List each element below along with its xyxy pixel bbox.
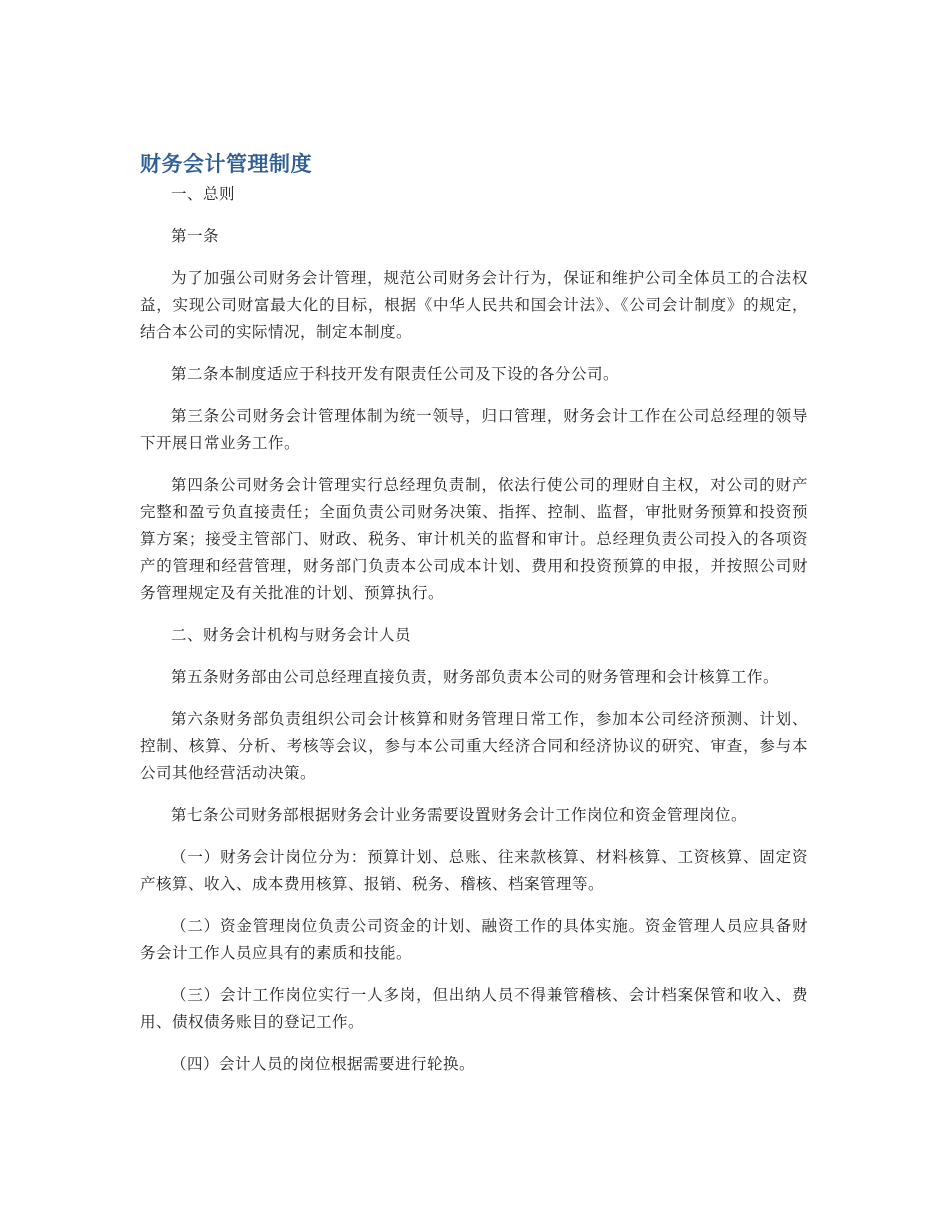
document-title: 财务会计管理制度 bbox=[140, 152, 312, 176]
article-2: 第二条本制度适应于科技开发有限责任公司及下设的各分公司。 bbox=[171, 365, 620, 383]
article-7-item-3: （三）会计工作岗位实行一人多岗，但出纳人员不得兼管稽核、会计档案保管和收入、费用、债权债务账目的登记工作。 bbox=[140, 986, 808, 1031]
article-7: 第七条公司财务部根据财务会计业务需要设置财务会计工作岗位和资金管理岗位。 bbox=[171, 806, 748, 824]
article-6: 第六条财务部负责组织公司会计核算和财务管理日常工作，参加本公司经济预测、计划、控制、核算、分析、考核等会议，参与本公司重大经济合同和经济协议的研究、审查，参与本公司其他经营活动决策。 bbox=[140, 710, 808, 782]
article-1-body: 为了加强公司财务会计管理，规范公司财务会计行为，保证和维护公司全体员工的合法权益，实现公司财富最大化的目标，根据《中华人民共和国会计法》、《公司会计制度》的规定，结合本公司的实际情况，制定本制度。 bbox=[140, 269, 808, 341]
section-heading-organization: 二、财务会计机构与财务会计人员 bbox=[171, 626, 412, 644]
document-page bbox=[140, 147, 808, 1093]
article-7-item-1: （一）财务会计岗位分为：预算计划、总账、往来款核算、材料核算、工资核算、固定资产核算、收入、成本费用核算、报销、税务、稽核、档案管理等。 bbox=[140, 848, 808, 893]
article-7-item-4: （四）会计人员的岗位根据需要进行轮换。 bbox=[171, 1055, 476, 1073]
article-4: 第四条公司财务会计管理实行总经理负责制，依法行使公司的理财自主权，对公司的财产完整和盈亏负直接责任；全面负责公司财务决策、指挥、控制、监督，审批财务预算和投资预算方案；接受主管部门、财政、税务、审计机关的监督和审计。总经理负责公司投入的各项资产的管理和经营管理，财务部门负责本公司成本计划、费用和投资预算的申报，并按照公司财务管理规定及有关批准的计划、预算执行。 bbox=[140, 476, 808, 602]
article-7-item-2: （二）资金管理岗位负责公司资金的计划、融资工作的具体实施。资金管理人员应具备财务会计工作人员应具有的素质和技能。 bbox=[140, 917, 808, 962]
section-heading-general: 一、总则 bbox=[171, 185, 236, 203]
article-5: 第五条财务部由公司总经理直接负责，财务部负责本公司的财务管理和会计核算工作。 bbox=[171, 668, 780, 686]
article-3: 第三条公司财务会计管理体制为统一领导，归口管理，财务会计工作在公司总经理的领导下开展日常业务工作。 bbox=[140, 407, 808, 452]
article-1-heading: 第一条 bbox=[171, 227, 220, 245]
